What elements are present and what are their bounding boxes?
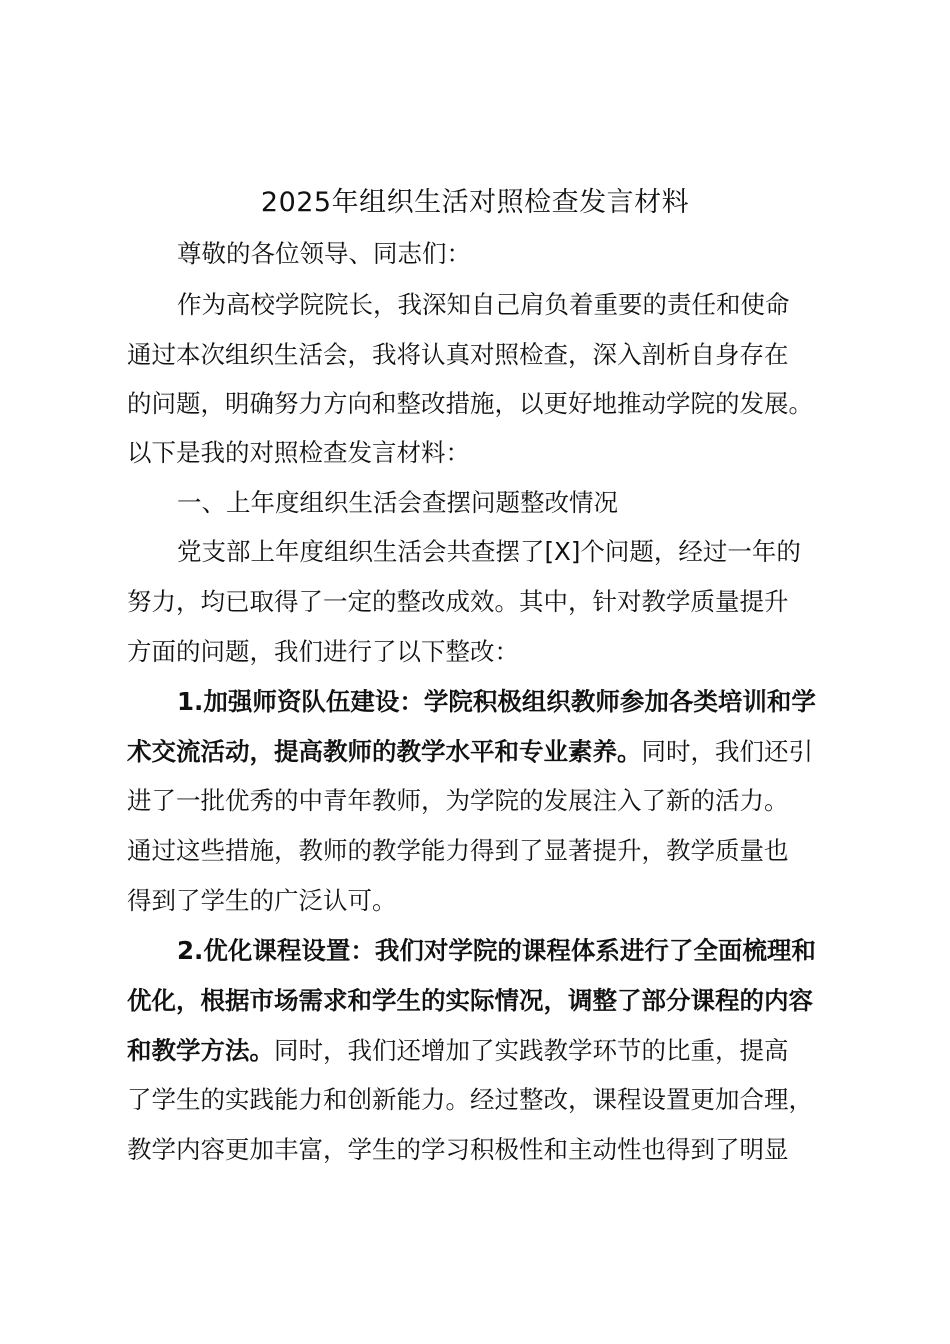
intro-line-4: 以下是我的对照检查发言材料： — [127, 438, 470, 467]
intro-line-3: 的问题，明确努力方向和整改措施，以更好地推动学院的发展。 — [127, 389, 813, 418]
item2-bold-line-1: 2.优化课程设置：我们对学院的课程体系进行了全面梳理和 — [177, 936, 816, 965]
item1-bold-line-1: 1.加强师资队伍建设：学院积极组织教师参加各类培训和学 — [177, 687, 816, 716]
item2-line-3 — [127, 1033, 789, 1069]
intro-line-2: 通过本次组织生活会，我将认真对照检查，深入剖析自身存在 — [127, 340, 789, 369]
section1-line-1: 党支部上年度组织生活会共查摆了[X]个问题，经过一年的 — [177, 537, 801, 566]
section1-line-2: 努力，均已取得了一定的整改成效。其中，针对教学质量提升 — [127, 587, 789, 616]
item2-bold-line-2: 优化，根据市场需求和学生的实际情况，调整了部分课程的内容 — [127, 986, 813, 1015]
item2-bold-line-3: 和教学方法。 — [127, 1036, 274, 1065]
intro-line-1: 作为高校学院院长，我深知自己肩负着重要的责任和使命 — [177, 290, 790, 319]
item1-bold-line-2: 术交流活动，提高教师的教学水平和专业素养。 — [127, 737, 642, 766]
item1-line-4: 通过这些措施，教师的教学能力得到了显著提升，教学质量也 — [127, 836, 789, 865]
item1-line-3: 进了一批优秀的中青年教师，为学院的发展注入了新的活力。 — [127, 786, 789, 815]
item2-line-3-rest: 同时，我们还增加了实践教学环节的比重，提高 — [274, 1036, 789, 1065]
item2-line-4: 了学生的实践能力和创新能力。经过整改，课程设置更加合理， — [127, 1085, 813, 1114]
item1-line-2 — [127, 734, 813, 770]
item2-line-5: 教学内容更加丰富，学生的学习积极性和主动性也得到了明显 — [127, 1135, 789, 1164]
salutation: 尊敬的各位领导、同志们： — [177, 239, 471, 268]
item1-line-2-rest: 同时，我们还引 — [641, 737, 813, 766]
section-heading-1: 一、上年度组织生活会查摆问题整改情况 — [177, 488, 618, 517]
item1-line-5: 得到了学生的广泛认可。 — [127, 886, 397, 915]
document-title: 2025年组织生活对照检查发言材料 — [260, 187, 690, 218]
section1-line-3: 方面的问题，我们进行了以下整改： — [127, 637, 519, 666]
